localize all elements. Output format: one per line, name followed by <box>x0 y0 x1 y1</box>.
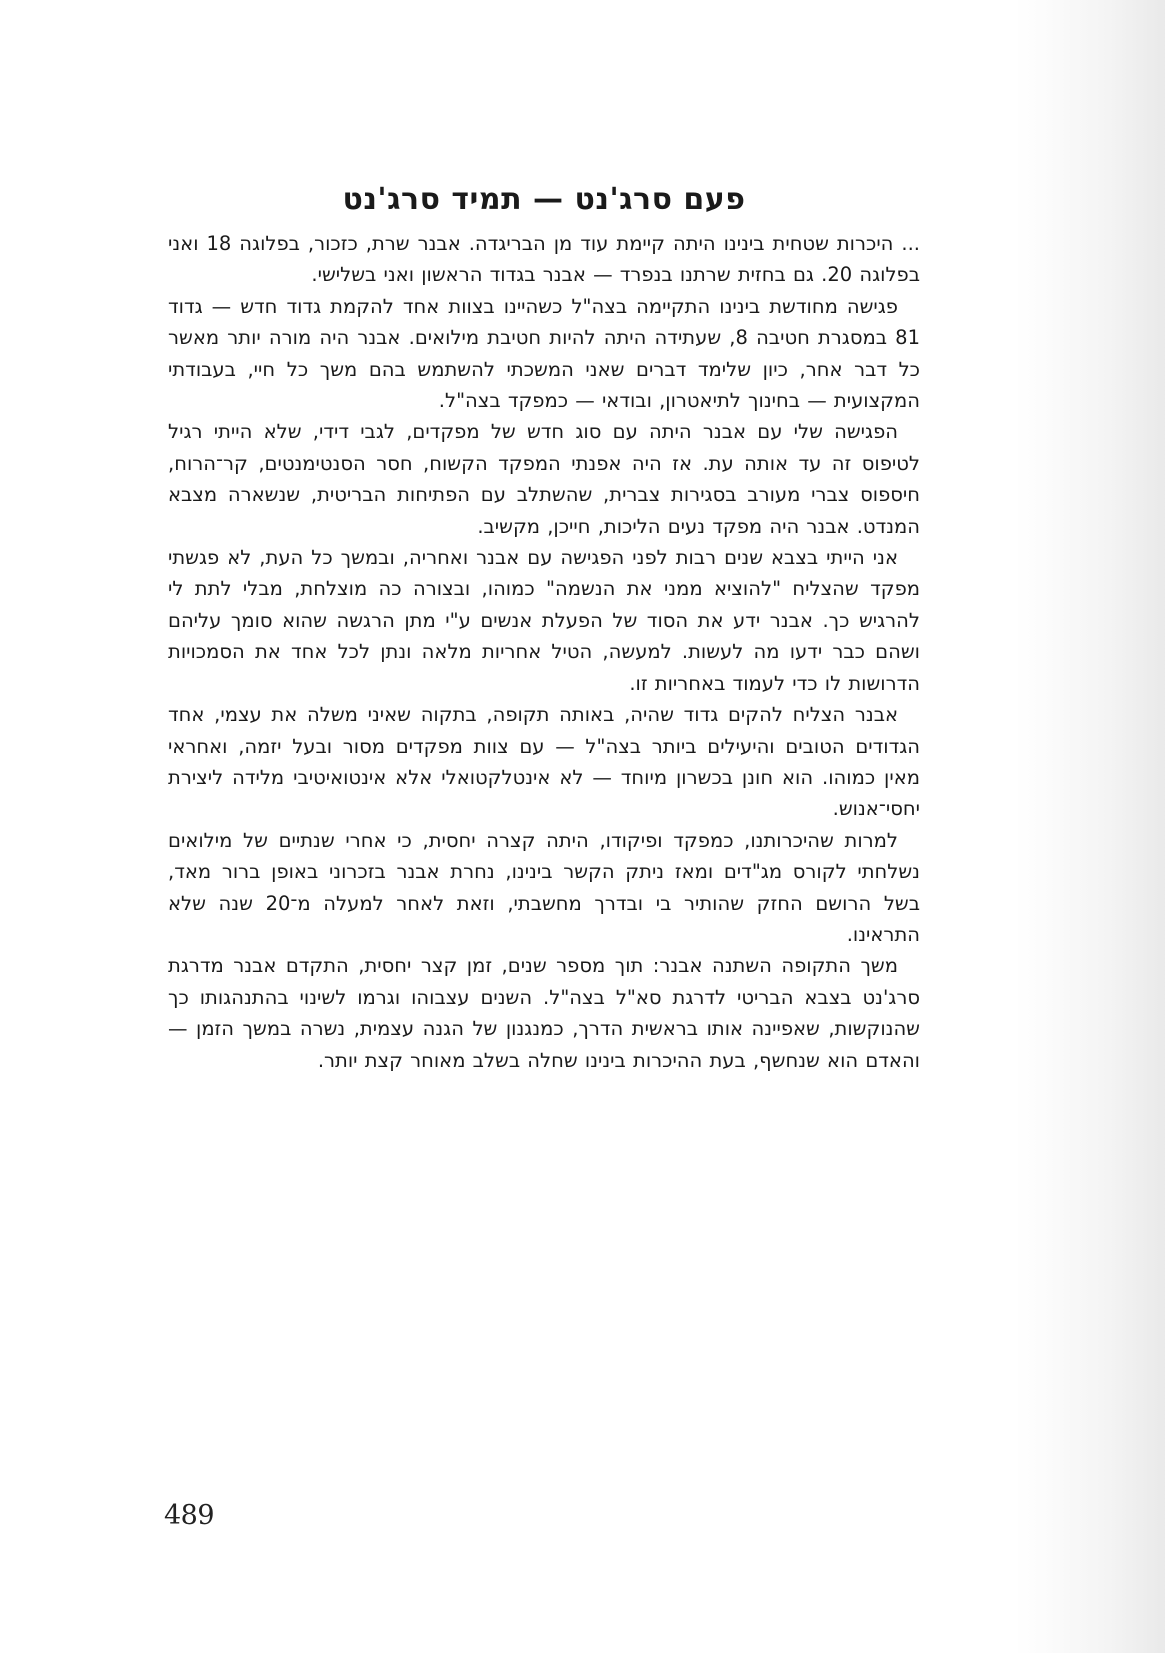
scan-edge-shadow <box>1015 0 1165 1653</box>
paragraph: למרות שהיכרותנו, כמפקד ופיקודו, היתה קצרה יחסית, כי אחרי שנתיים של מילואים נשלחתי לקורס מג"דים ומאז ניתק הקשר בינינו, נחרת אבנר בזכרוני באופן ברור מאד, בשל הרושם החזק שהותיר בי ובדרך מחשבתי, וזאת לאחר למעלה מ־20 שנה שלא התראינו. <box>168 828 920 946</box>
paragraph: ... היכרות שטחית בינינו היתה קיימת עוד מן הבריגדה. אבנר שרת, כזכור, בפלוגה 18 ואני בפלוגה 20. גם בחזית שרתנו בנפרד — אבנר בגדוד הראשון ואני בשלישי. <box>168 232 920 287</box>
page-body <box>168 176 920 1076</box>
paragraph: משך התקופה השתנה אבנר: תוך מספר שנים, זמן קצר יחסית, התקדם אבנר מדרגת סרג'נט בצבא הבריטי לדרגת סא"ל בצה"ל. השנים עצבוהו וגרמו לשינוי בהתנהגותו כך שהנוקשות, שאפיינה אותו בראשית הדרך, כמנגנון של הגנה עצמית, נשרה במשך הזמן — והאדם הוא שנחשף, בעת ההיכרות בינינו שחלה בשלב מאוחר קצת יותר. <box>168 954 920 1072</box>
paragraph: פגישה מחודשת בינינו התקיימה בצה"ל כשהיינו בצוות אחד להקמת גדוד חדש — גדוד 81 במסגרת חטיבה 8, שעתידה היתה להיות חטיבת מילואים. אבנר היה מורה יותר מאשר כל דבר אחר, כיון שלימד דברים שאני המשכתי להשתמש בהם משך כל חיי, בעבודתי המקצועית — בחינוך לתיאטרון, ובודאי — כמפקד בצה"ל. <box>168 294 920 413</box>
page-title: פעם סרג'נט — תמיד סרג'נט <box>342 182 746 217</box>
paragraph: אני הייתי בצבא שנים רבות לפני הפגישה עם אבנר ואחריה, ובמשך כל העת, לא פגשתי מפקד שהצליח "להוציא ממני את הנשמה" כמוהו, ובצורה כה מוצלחת, מבלי לתת לי להרגיש כך. אבנר ידע את הסוד של הפעלת אנשים ע"י מתן הרגשה שהוא סומך עליהם ושהם כבר ידעו מה לעשות. למעשה, הטיל אחריות מלאה ונתן לכל אחד את הסמכויות הדרושות לו כדי לעמוד באחריות זו. <box>168 546 920 695</box>
paragraph: הפגישה שלי עם אבנר היתה עם סוג חדש של מפקדים, לגבי דידי, שלא הייתי רגיל לטיפוס זה עד אותה עת. אז היה אפנתי המפקד הקשוח, חסר הסנטימנטים, קר־הרוח, חיספוס צברי מעורב בסגירות צברית, שהשתלב עם הפתיחות הבריטית, שנשארה מצבא המנדט. אבנר היה מפקד נעים הליכות, חייכן, מקשיב. <box>168 420 920 538</box>
paragraph: אבנר הצליח להקים גדוד שהיה, באותה תקופה, בתקוה שאיני משלה את עצמי, אחד הגדודים הטובים והיעילים ביותר בצה"ל — עם צוות מפקדים מסור ובעל יזמה, ואחראי מאין כמוהו. הוא חונן בכשרון מיוחד — לא אינטלקטואלי אלא אינטואיטיבי מלידה ליצירת יחסי־אנוש. <box>168 703 920 821</box>
page-number: 489 <box>164 1500 215 1531</box>
